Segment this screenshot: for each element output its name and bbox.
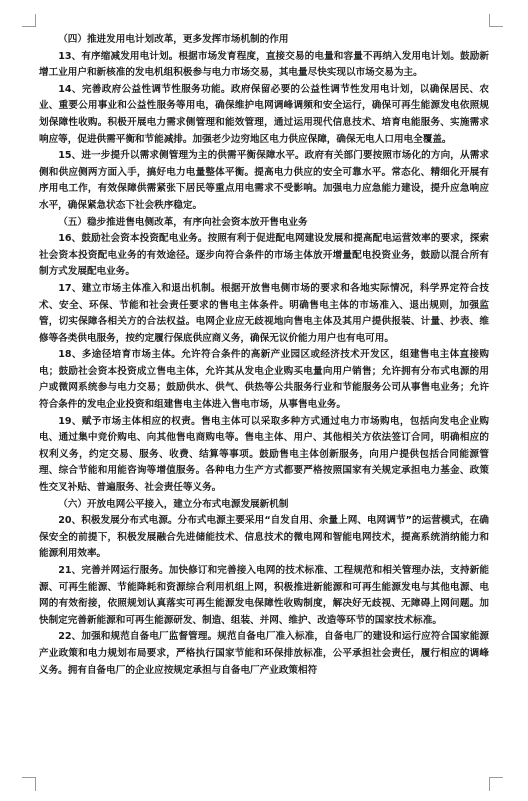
crop-mark-top-right: [489, 26, 503, 27]
paragraph-14: 14、完善政府公益性调节性服务功能。政府保留必要的公益性调节性发用电计划，以确保居民、农业、重要公用事业和公益性服务等用电，确保维护电网调峰调频和安全运行，确保可再生能源发电依照规划保障性收购。积极开展电力需求侧管理和能效管理，通过运用现代信息技术、培育电能服务、实施需求响应等，促进供需平衡和节能减排。加强老少边穷地区电力供应保障，确保无电人口用电全覆盖。: [39, 83, 489, 145]
paragraph-16: 16、鼓励社会资本投资配电业务。按照有利于促进配电网建设发展和提高配电运营效率的要求，探索社会资本投资配电业务的有效途径。逐步向符合条件的市场主体放开增量配电投资业务，鼓励以混合所有制方式发展配电业务。: [39, 233, 489, 278]
crop-mark-bottom-left: [35, 777, 36, 791]
crop-mark-top-right: [489, 14, 490, 27]
paragraph-15: 15、进一步提升以需求侧管理为主的供需平衡保障水平。政府有关部门要按照市场化的方向，从需求侧和供应侧两方面入手，搞好电力电量整体平衡。提高电力供应的安全可靠水平。常态化、精细化开展有序用电工作，有效保障供需紧张下居民等重点用电需求不受影响。加强电力应急能力建设，提升应急响应水平，确保紧急状态下社会秩序稳定。: [39, 150, 489, 211]
paragraph-22: 22、加强和规范自备电厂监督管理。规范自备电厂准入标准，自备电厂的建设和运行应符合国家能源产业政策和电力规划布局要求，严格执行国家节能和环保排放标准，公平承担社会责任，履行相应的调峰义务。拥有自备电厂的企业应按规定承担与自备电厂产业政策相符: [39, 631, 489, 676]
document-body: [39, 32, 489, 679]
crop-mark-bottom-right: [489, 777, 490, 791]
paragraph-13: 13、有序缩减发用电计划。根据市场发育程度，直接交易的电量和容量不再纳入发用电计划。鼓励新增工业用户和新核准的发电机组积极参与电力市场交易，其电量尽快实现以市场交易为主。: [39, 50, 489, 79]
section-heading-4: （四）推进发用电计划改革，更多发挥市场机制的作用: [58, 34, 289, 45]
section-heading-6: （六）开放电网公平接入，建立分布式电源发展新机制: [58, 498, 289, 510]
paragraph-18: 18、多途径培育市场主体。允许符合条件的高新产业园区或经济技术开发区，组建售电主体直接购电；鼓励社会资本投资成立售电主体，允许其从发电企业购买电量向用户销售；允许拥有分布式电源的用户或微网系统参与电力交易；鼓励供水、供气、供热等公共服务行业和节能服务公司从事售电业务；允许符合条件的发电企业投资和组建售电主体进入售电市场，从事售电业务。: [39, 349, 489, 411]
paragraph-20: 20、积极发展分布式电源。分布式电源主要采用“自发自用、余量上网、电网调节”的运营模式，在确保安全的前提下，积极发展融合先进储能技术、信息技术的微电网和智能电网技术，提高系统消纳能力和能源利用效率。: [39, 515, 489, 560]
crop-mark-bottom-left: [22, 777, 36, 778]
paragraph-17: 17、建立市场主体准入和退出机制。根据开放售电侧市场的要求和各地实际情况，科学界定符合技术、安全、环保、节能和社会责任要求的售电主体条件。明确售电主体的市场准入、退出规则，加强监管，切实保障各相关方的合法权益。电网企业应无歧视地向售电主体及其用户提供报装、计量、抄表、维修等各类供电服务，按约定履行保底供应商义务，确保无议价能力用户也有电可用。: [39, 282, 489, 344]
crop-mark-bottom-right: [489, 777, 503, 778]
paragraph-19: 19、赋予市场主体相应的权责。售电主体可以采取多种方式通过电力市场购电，包括向发电企业购电、通过集中竞价购电、向其他售电商购电等。售电主体、用户、其他相关方依法签订合同，明确相应的权利义务，约定交易、服务、收费、结算等事项。鼓励售电主体创新服务，向用户提供包括合同能源管理、综合节能和用能咨询等增值服务。各种电力生产方式都要严格按照国家有关规定承担电力基金、政策性交叉补贴、普遍服务、社会责任等义务。: [39, 415, 489, 494]
crop-mark-top-left: [22, 26, 36, 27]
crop-mark-top-left: [35, 14, 36, 27]
paragraph-21: 21、完善并网运行服务。加快修订和完善接入电网的技术标准、工程规范和相关管理办法，支持新能源、可再生能源、节能降耗和资源综合利用机组上网，积极推进新能源和可再生能源发电与其他电源、电网的有效衔接，依照规划认真落实可再生能源发电保障性收购制度，解决好无歧视、无障碍上网问题。加快制定完善新能源和可再生能源研发、制造、组装、并网、维护、改造等环节的国家技术标准。: [39, 565, 489, 626]
section-heading-5: （五）稳步推进售电侧改革，有序向社会资本放开售电业务: [58, 216, 308, 228]
